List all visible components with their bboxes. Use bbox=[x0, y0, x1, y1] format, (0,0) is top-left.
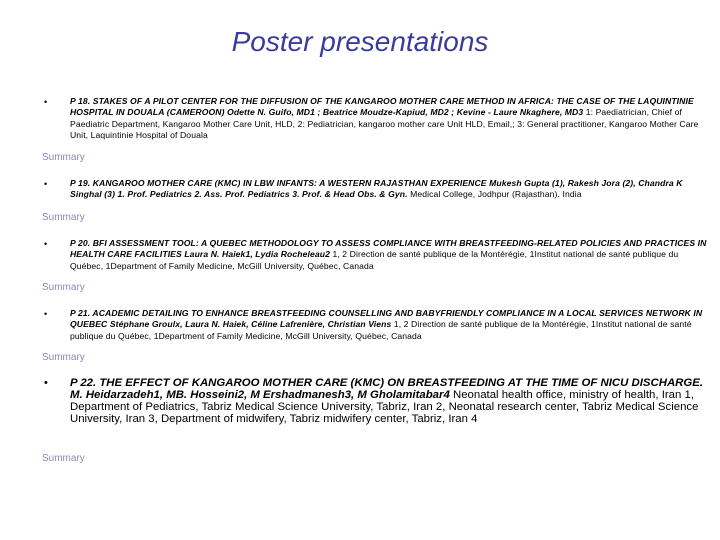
entry-title: P 20. BFI ASSESSMENT TOOL: A QUEBEC METHODOLOGY TO ASSESS COMPLIANCE WITH BREASTFEEDING-RELATED POLICIES AND PRACTICES IN HEALTH CARE FACILITIES Laura N. Haiek1, Lydia Rocheleau2 bbox=[70, 238, 707, 260]
summary-link[interactable]: Summary bbox=[42, 282, 85, 293]
entry-affiliation: Medical College, Jodhpur (Rajasthan). India bbox=[407, 189, 582, 200]
summary-link[interactable]: Summary bbox=[42, 152, 85, 163]
summary-link[interactable]: Summary bbox=[42, 453, 85, 464]
entry-text bbox=[70, 178, 710, 201]
entry-affiliation: 1, 2 Direction de santé publique de la Montérégie, 1Institut national de santé publique du Québec, 1Department of Family Medicine, McGill University, Québec, Canada bbox=[70, 249, 679, 271]
entry-title: P 21. ACADEMIC DETAILING TO ENHANCE BREASTFEEDING COUNSELLING AND BABYFRIENDLY COMPLIANCE IN A LOCAL SERVICES NETWORK IN QUEBEC Stéphane Groulx, Laura N. Haiek, Céline Lafrenière, Christian Viens bbox=[70, 308, 703, 330]
bullet: • bbox=[44, 239, 48, 249]
summary-link[interactable]: Summary bbox=[42, 212, 85, 223]
entry-affiliation: 1: Paediatrician, Chief of Paediatric Department, Kangaroo Mother Care Unit, HLD, 2: Pediatrician, kangaroo mother care Unit HLD, Email,; 3: General practitioner, Kangaroo Mother Care Unit, Laquintinie Hospital of Douala bbox=[70, 107, 699, 140]
entry-title: P 19. KANGAROO MOTHER CARE (KMC) IN LBW INFANTS: A WESTERN RAJASTHAN EXPERIENCE Mukesh Gupta (1), Rakesh Jora (2), Chandra K Singhal (3) 1. Prof. Pediatrics 2. Ass. Prof. Pediatrics 3. Prof. & Head Obs. & Gyn. bbox=[70, 178, 683, 200]
page-title: Poster presentations bbox=[231, 26, 489, 57]
entry-title: P 18. STAKES OF A PILOT CENTER FOR THE DIFFUSION OF THE KANGAROO MOTHER CARE METHOD IN AFRICA: THE CASE OF THE LAQUINTINIE HOSPITAL IN DOUALA (CAMEROON) Odette N. Guifo, MD1 ; Beatrice Moudze-Kapiud, MD2 ; Kevine - Laure Nkaghere, MD3 bbox=[70, 96, 694, 118]
entry-text bbox=[70, 377, 710, 425]
bullet: • bbox=[44, 97, 48, 107]
entry-text bbox=[70, 96, 710, 141]
entry-text bbox=[70, 308, 710, 342]
entry-affiliation: Neonatal health office, ministry of health, Iran 1, Department of Pediatrics, Tabriz Medical Science University, Tabriz, Iran 2, Neonatal research center, Tabriz Medical Science University, Iran 3, Department of midwifery, Tabriz midwifery center, Tabriz, Iran 4 bbox=[70, 389, 699, 425]
entry-affiliation: 1, 2 Direction de santé publique de la Montérégie, 1Institut national de santé publique du Québec, 1Department of Family Medicine, McGill University, Québec, Canada bbox=[70, 319, 692, 341]
summary-link[interactable]: Summary bbox=[42, 352, 85, 363]
bullet: • bbox=[44, 179, 48, 189]
entry-text bbox=[70, 238, 710, 272]
bullet: • bbox=[44, 309, 48, 319]
entry-title: P 22. THE EFFECT OF KANGAROO MOTHER CARE (KMC) ON BREASTFEEDING AT THE TIME OF NICU DISCHARGE. M. Heidarzadeh1, MB. Hosseini2, M Ershadmanesh3, M Gholamitabar4 bbox=[70, 377, 704, 401]
bullet: • bbox=[44, 377, 48, 389]
